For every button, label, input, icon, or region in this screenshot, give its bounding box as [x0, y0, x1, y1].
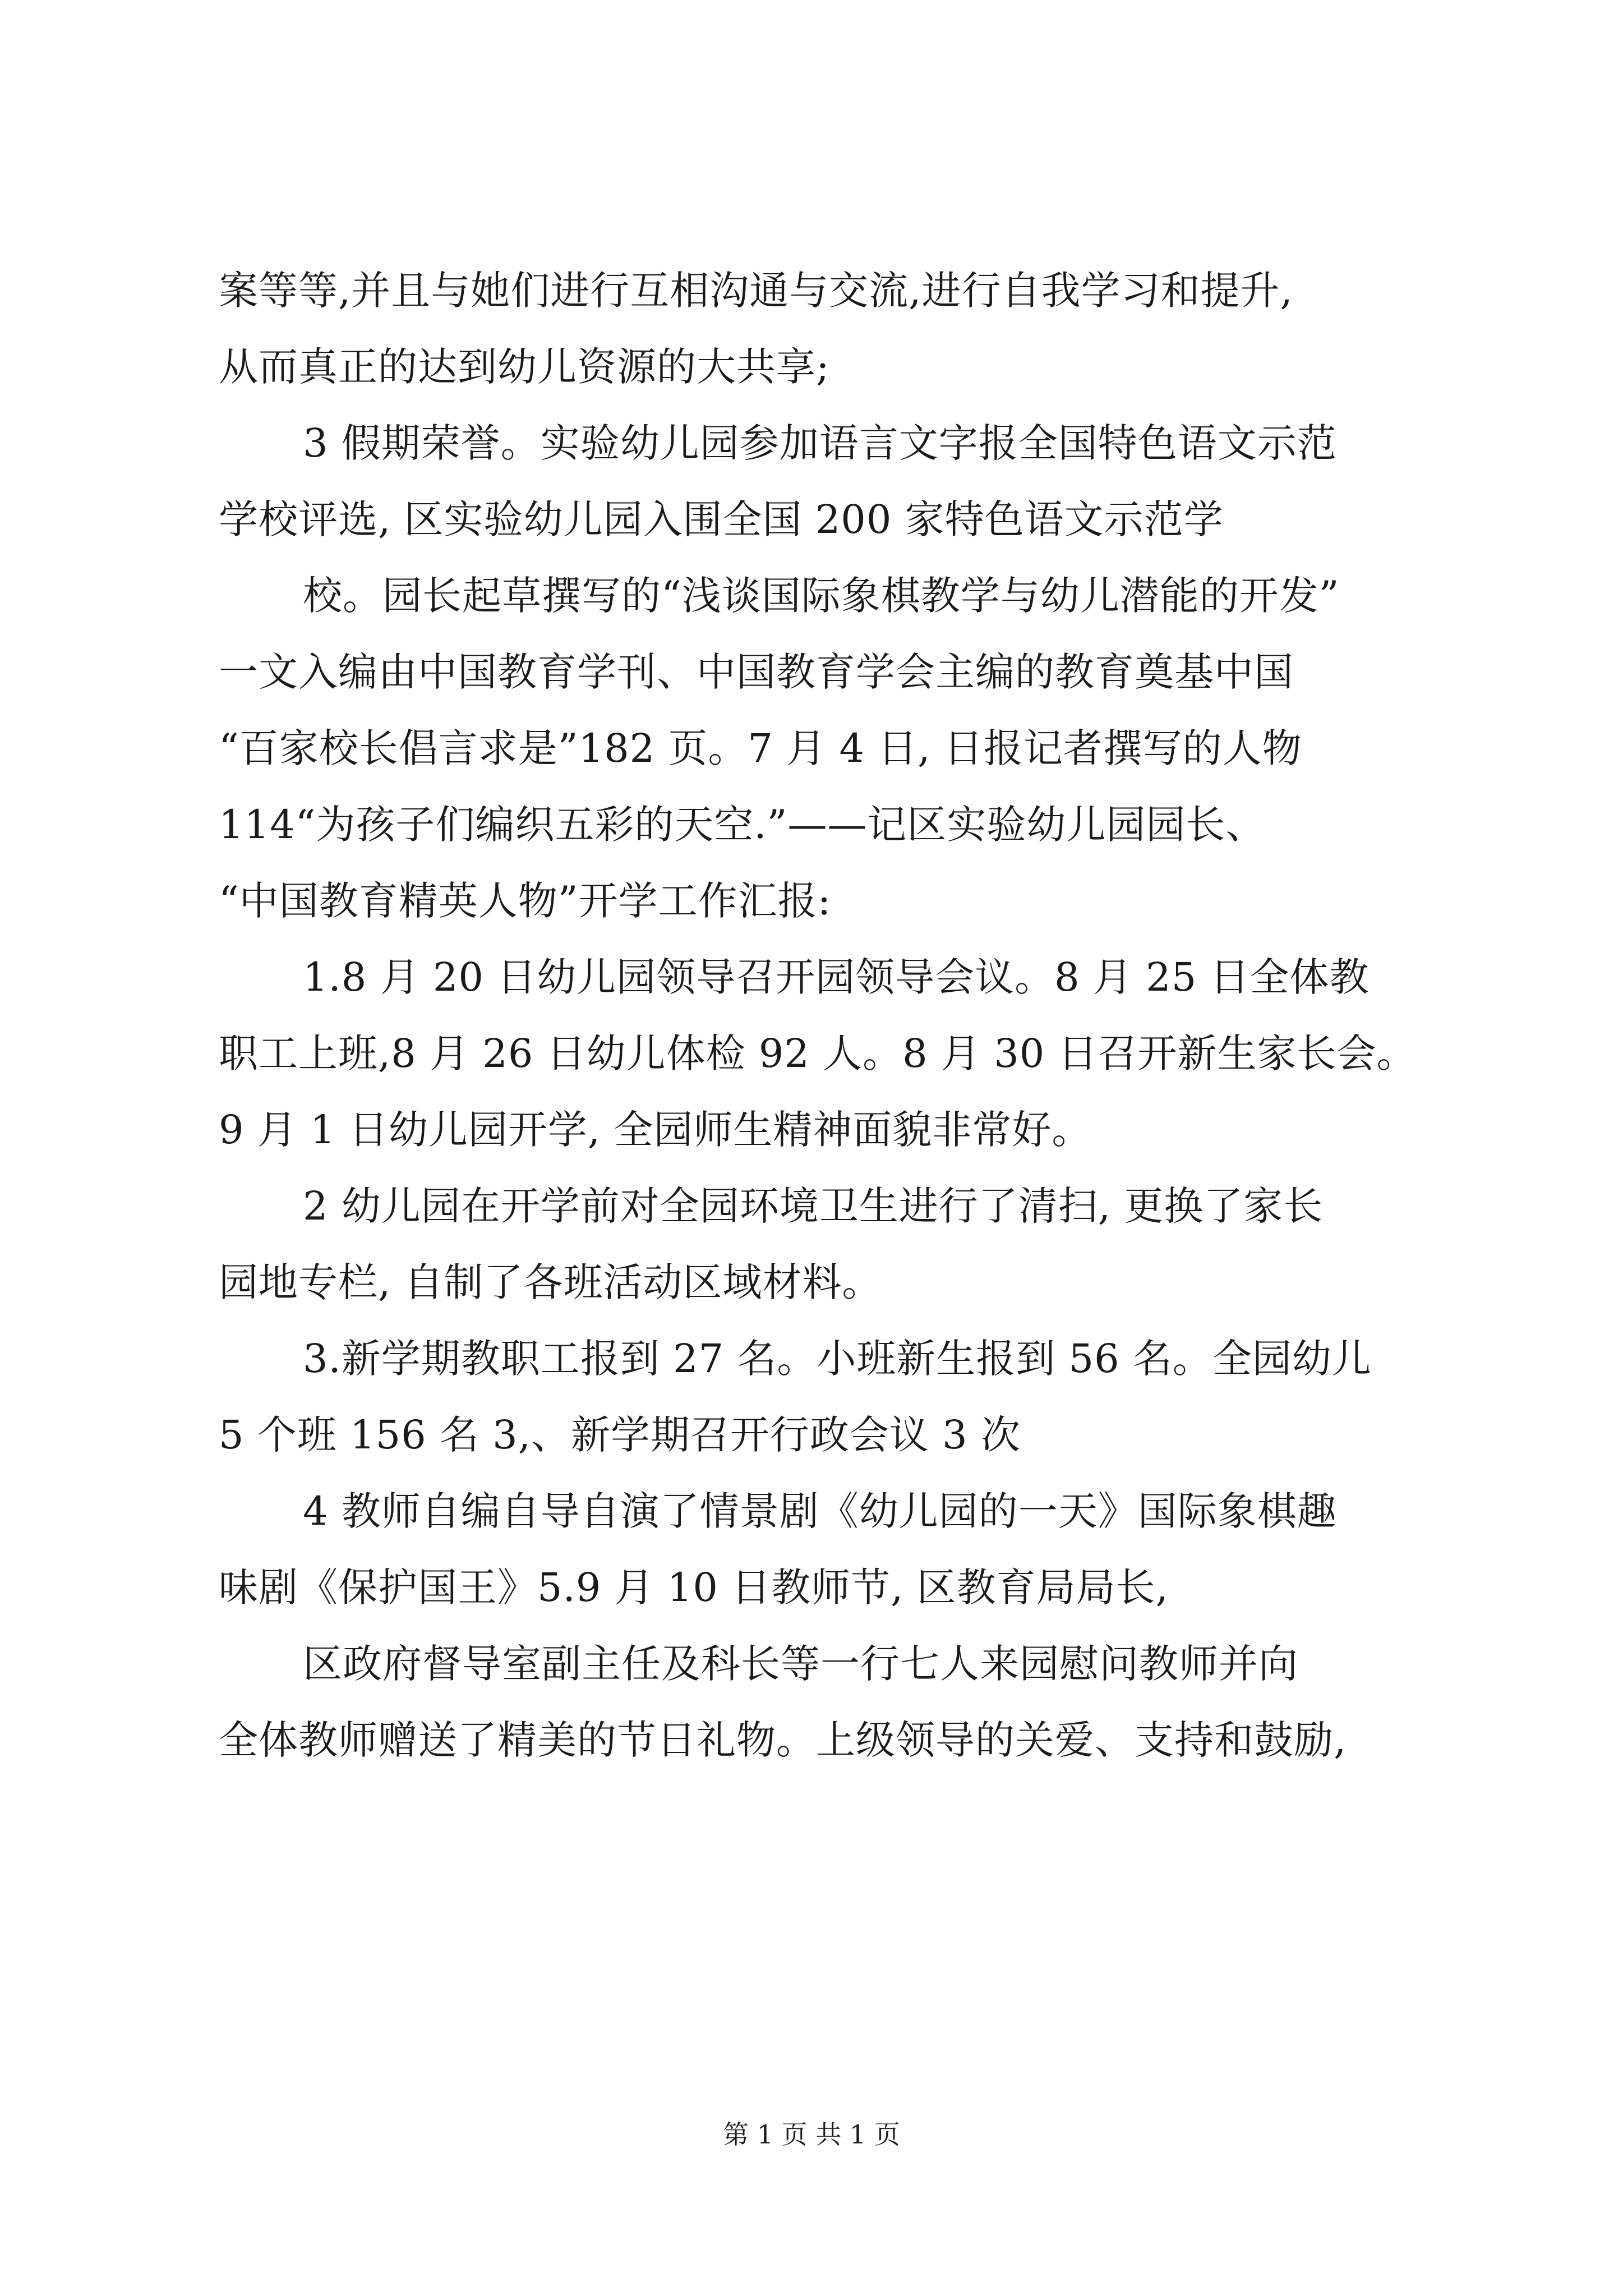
- text-line: 职工上班,8 月 26 日幼儿体检 92 人。8 月 30 日召开新生家长会。: [219, 1030, 1417, 1076]
- text-line: 校。园长起草撰写的“浅谈国际象棋教学与幼儿潜能的开发”: [303, 573, 1340, 619]
- text-line: 味剧《保护国王》5.9 月 10 日教师节, 区教育局局长,: [219, 1565, 1169, 1611]
- text-line: 全体教师赠送了精美的节日礼物。上级领导的关爱、支持和鼓励,: [219, 1717, 1347, 1763]
- text-line: 园地专栏, 自制了各班活动区域材料。: [219, 1259, 882, 1305]
- text-line: 3 假期荣誉。实验幼儿园参加语言文字报全国特色语文示范: [303, 420, 1337, 466]
- text-line: 学校评选, 区实验幼儿园入围全国 200 家特色语文示范学: [219, 496, 1224, 542]
- text-line: 从而真正的达到幼儿资源的大共享;: [219, 344, 830, 390]
- text-line: 一文入编由中国教育学刊、中国教育学会主编的教育奠基中国: [219, 649, 1294, 695]
- text-line: 5 个班 156 名 3,、新学期召开行政会议 3 次: [219, 1412, 1021, 1458]
- text-line: 4 教师自编自导自演了情景剧《幼儿园的一天》国际象棋趣: [303, 1488, 1337, 1534]
- text-line: 9 月 1 日幼儿园开学, 全园师生精神面貌非常好。: [219, 1107, 1092, 1153]
- text-line: 区政府督导室副主任及科长等一行七人来园慰问教师并向: [303, 1641, 1298, 1687]
- text-line: 1.8 月 20 日幼儿园领导召开园领导会议。8 月 25 日全体教: [303, 954, 1370, 1000]
- page-footer: 第 1 页 共 1 页: [723, 2119, 900, 2150]
- text-line: “中国教育精英人物”开学工作汇报:: [219, 878, 832, 924]
- text-line: 2 幼儿园在开学前对全园环境卫生进行了清扫, 更换了家长: [303, 1183, 1324, 1229]
- text-line: 114“为孩子们编织五彩的天空.”——记区实验幼儿园园长、: [219, 802, 1266, 848]
- text-line: 案等等,并且与她们进行互相沟通与交流,进行自我学习和提升,: [219, 268, 1293, 314]
- document-body: [219, 252, 1417, 1778]
- text-line: 3.新学期教职工报到 27 名。小班新生报到 56 名。全园幼儿: [303, 1336, 1372, 1382]
- text-line: “百家校长倡言求是”182 页。7 月 4 日, 日报记者撰写的人物: [219, 725, 1302, 771]
